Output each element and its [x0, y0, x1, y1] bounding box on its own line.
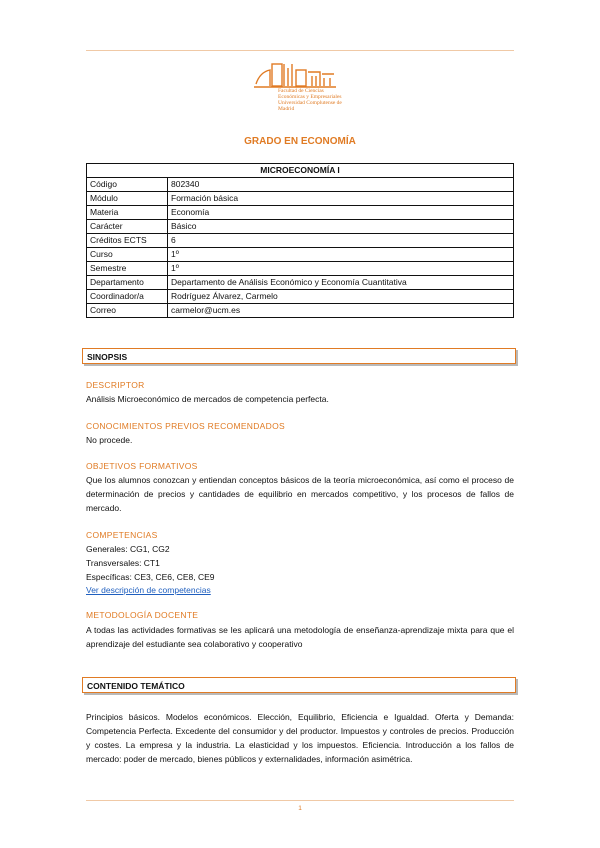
- course-name: MICROECONOMÍA I: [87, 164, 514, 178]
- table-row: Departamento Departamento de Análisis Económico y Economía Cuantitativa: [87, 276, 514, 290]
- table-row: Coordinador/a Rodríguez Álvarez, Carmelo: [87, 290, 514, 304]
- table-row: Código 802340: [87, 178, 514, 192]
- table-row: Curso 1º: [87, 248, 514, 262]
- header-rule: [86, 50, 514, 51]
- metodologia-text: A todas las actividades formativas se les aplicará una metodología de enseñanza-aprendizaje mixta para que el aprendizaje del estudiante sea colaborativo y cooperativo: [86, 625, 514, 649]
- table-row: Semestre 1º: [87, 262, 514, 276]
- competencias-transversales: Transversales: CT1: [86, 558, 160, 568]
- table-row: Módulo Formación básica: [87, 192, 514, 206]
- course-info-table: [86, 163, 514, 318]
- objetivos-label: OBJETIVOS FORMATIVOS: [86, 461, 198, 471]
- competencias-link[interactable]: Ver descripción de competencias: [86, 585, 211, 595]
- degree-title: GRADO EN ECONOMÍA: [244, 136, 356, 147]
- objetivos-text: Que los alumnos conozcan y entiendan conceptos básicos de la teoría microeconómica, así como el proceso de determinación de precios y cantidades de equilibrio en mercados competitivo, y los procesos de fallos de mercado.: [86, 475, 514, 513]
- table-row: Carácter Básico: [87, 220, 514, 234]
- conocimientos-text: No procede.: [86, 435, 133, 445]
- descriptor-label: DESCRIPTOR: [86, 380, 145, 390]
- conocimientos-label: CONOCIMIENTOS PREVIOS RECOMENDADOS: [86, 421, 285, 431]
- competencias-label: COMPETENCIAS: [86, 530, 158, 540]
- section-contenido-heading: CONTENIDO TEMÁTICO: [82, 677, 516, 693]
- metodologia-label: METODOLOGÍA DOCENTE: [86, 610, 199, 620]
- table-row: Créditos ECTS 6: [87, 234, 514, 248]
- competencias-especificas: Específicas: CE3, CE6, CE8, CE9: [86, 572, 215, 582]
- descriptor-text: Análisis Microeconómico de mercados de competencia perfecta.: [86, 394, 329, 404]
- page-number: 1: [298, 805, 302, 812]
- table-row: Materia Economía: [87, 206, 514, 220]
- table-row: Correo carmelor@ucm.es: [87, 304, 514, 318]
- section-sinopsis-heading: SINOPSIS: [82, 348, 516, 364]
- competencias-generales: Generales: CG1, CG2: [86, 544, 170, 554]
- faculty-logo-text: Facultad de Ciencias Económicas y Empresariales Universidad Complutense de Madrid: [278, 88, 342, 112]
- footer-rule: [86, 800, 514, 801]
- contenido-text: Principios básicos. Modelos económicos. Elección, Equilibrio, Eficiencia e Igualdad. Oferta y Demanda: Competencia Perfecta. Excedente del consumidor y del productor. Impuestos y controles de precios. Producción y costes. La empresa y la industria. La elasticidad y los impuestos. Eficiencia. Introducción a los fallos de mercado: poder de mercado, bienes públicos y externalidades, información asimétrica.: [86, 712, 514, 764]
